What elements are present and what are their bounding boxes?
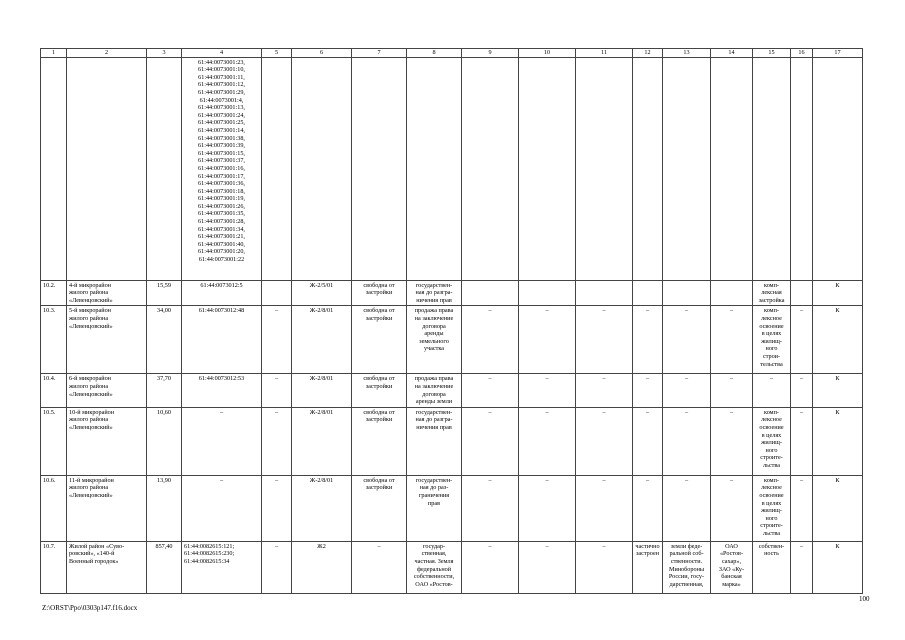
row-number: 10.3. [41, 306, 67, 374]
col-header: 5 [262, 49, 292, 58]
plot-name: 5-й микрорайон жилого района «Левенцовский» [67, 306, 147, 374]
table-cell: – [791, 541, 813, 593]
development-status: свободна от застройки [352, 475, 407, 541]
table-cell [576, 280, 633, 306]
table-row [41, 280, 863, 306]
table-cell: – [633, 475, 663, 541]
col-header: 1 [41, 49, 67, 58]
intended-use: комп- лексное освоение в целях жилищ- ного строите- льства [753, 407, 791, 475]
zone-code: Ж-2/5/01 [292, 280, 352, 306]
table-row [41, 374, 863, 407]
col-header: 3 [147, 49, 182, 58]
table-cell [576, 57, 633, 280]
row-number: 10.7. [41, 541, 67, 593]
table-cell: – [262, 374, 292, 407]
plot-area: 15,59 [147, 280, 182, 306]
table-cell [462, 280, 519, 306]
development-status: свободна от застройки [352, 374, 407, 407]
col-header: 4 [182, 49, 262, 58]
table-cell: – [262, 541, 292, 593]
row-number: 10.5. [41, 407, 67, 475]
table-cell: – [633, 374, 663, 407]
table-cell: – [711, 374, 753, 407]
row-number: 10.2. [41, 280, 67, 306]
intended-use: комп- лексное освоение в целях жилищ- ного строите- льства [753, 475, 791, 541]
table-cell [292, 57, 352, 280]
category-code: К [813, 306, 863, 374]
development-status: свободна от застройки [352, 306, 407, 374]
table-cell: – [576, 475, 633, 541]
ownership: продажа права на заключение договора аренды земли [407, 374, 462, 407]
table-cell [147, 57, 182, 280]
table-cell [262, 57, 292, 280]
cadastral-number: 61:44:0073012:5 [182, 280, 262, 306]
plot-area: 34,00 [147, 306, 182, 374]
table-cell: – [663, 374, 711, 407]
table-cell: – [519, 306, 576, 374]
cadastral-number: – [182, 407, 262, 475]
table-cell [519, 280, 576, 306]
land-plots-table [40, 48, 863, 594]
table-cell: – [663, 306, 711, 374]
table-row [41, 541, 863, 593]
table-cell: – [576, 541, 633, 593]
table-cell [407, 57, 462, 280]
intended-use: – [753, 374, 791, 407]
col-header: 15 [753, 49, 791, 58]
table-cell: – [519, 541, 576, 593]
col-header: 12 [633, 49, 663, 58]
cadastral-numbers-cell: 61:44:0073001:23, 61:44:0073001:10, 61:44:0073001:11, 61:44:0073001:12, 61:44:0073001:29, 61:44:0073001:4, 61:44:0073001:13, 61:44:0073001:24, 61:44:0073001:25, 61:44:0073001:14, 61:44:0073001:38, 61:44:0073001:39, 61:44:0073001:15, 61:44:0073001:37, 61:44:0073001:16, 61:44:0073001:17, 61:44:0073001:36, 61:44:0073001:18, 61:44:0073001:19, 61:44:0073001:26, 61:44:0073001:35, 61:44:0073001:28, 61:44:0073001:34, 61:44:0073001:21, 61:44:0073001:40, 61:44:0073001:20, 61:44:0073001:22 [182, 57, 262, 280]
table-cell [753, 57, 791, 280]
table-cell [711, 57, 753, 280]
ownership: государ- ственная, частная. Земля федеральной собственности, ОАО «Ростов- [407, 541, 462, 593]
category-code: К [813, 475, 863, 541]
table-cell: – [576, 306, 633, 374]
table-cell: – [462, 407, 519, 475]
table-cell [711, 280, 753, 306]
table-cell: – [663, 407, 711, 475]
table-cell: – [791, 306, 813, 374]
zone-code: Ж-2/8/01 [292, 475, 352, 541]
table-cell [633, 280, 663, 306]
table-cell [663, 57, 711, 280]
document-page [40, 48, 862, 594]
col-header: 6 [292, 49, 352, 58]
col-header: 8 [407, 49, 462, 58]
col-header: 13 [663, 49, 711, 58]
col-header: 9 [462, 49, 519, 58]
cadastral-number: – [182, 475, 262, 541]
development-status: свободна от застройки [352, 280, 407, 306]
col-header: 11 [576, 49, 633, 58]
table-cell: – [262, 306, 292, 374]
table-cell: – [519, 475, 576, 541]
table-cell [519, 57, 576, 280]
plot-name: 10-й микрорайон жилого района «Левенцовский» [67, 407, 147, 475]
table-cell: – [519, 407, 576, 475]
ownership: государствен- ная до раз- граничения прав [407, 475, 462, 541]
ownership: продажа права на заключение договора аренды земельного участка [407, 306, 462, 374]
table-cell [41, 57, 67, 280]
development-status: – [352, 541, 407, 593]
cadastral-number: 61:44:0073012:53 [182, 374, 262, 407]
plot-name: Жилой район «Суво- ровский», «140-й Военный городок» [67, 541, 147, 593]
table-cell: – [262, 475, 292, 541]
table-cell [813, 57, 863, 280]
table-cell [262, 280, 292, 306]
cadastral-number: 61:44:0073012:48 [182, 306, 262, 374]
col-header: 2 [67, 49, 147, 58]
table-cell [67, 57, 147, 280]
category-code: К [813, 541, 863, 593]
table-cell: – [462, 306, 519, 374]
table-cell: – [711, 475, 753, 541]
table-row [41, 475, 863, 541]
table-row [41, 306, 863, 374]
intended-use: комп- лексная застройка [753, 280, 791, 306]
continuation-row [41, 57, 863, 280]
cadastral-number: 61:44:0082615:121; 61:44:0082615:230; 61:44:0082615:34 [182, 541, 262, 593]
col-header: 7 [352, 49, 407, 58]
table-cell [462, 57, 519, 280]
row-number: 10.6. [41, 475, 67, 541]
zone-code: Ж-2/8/01 [292, 306, 352, 374]
ownership: государствен- ная до разгра- ничения прав [407, 280, 462, 306]
zone-code: Ж2 [292, 541, 352, 593]
land-owner-type: земли феде- ральной соб- ственности. Минобороны России, госу- дарственная, [663, 541, 711, 593]
development-status: свободна от застройки [352, 407, 407, 475]
table-cell: – [262, 407, 292, 475]
table-row [41, 407, 863, 475]
table-cell [663, 280, 711, 306]
land-holders: ОАО «Ростов- сахар», ЗАО «Ку- банская марка» [711, 541, 753, 593]
table-cell: – [633, 306, 663, 374]
plot-area: 857,40 [147, 541, 182, 593]
plot-name: 6-й микрорайон жилого района «Левенцовский» [67, 374, 147, 407]
plot-area: 37,70 [147, 374, 182, 407]
page-number: 100 [859, 595, 870, 603]
table-cell: – [462, 475, 519, 541]
zone-code: Ж-2/8/01 [292, 374, 352, 407]
category-code: К [813, 280, 863, 306]
table-cell: – [711, 306, 753, 374]
table-cell: – [711, 407, 753, 475]
col-header: 14 [711, 49, 753, 58]
table-cell [352, 57, 407, 280]
intended-use: комп- лексное освоение в целях жилищ- ного строи- тельства [753, 306, 791, 374]
column-number-row [41, 49, 863, 58]
category-code: К [813, 407, 863, 475]
plot-name: 11-й микрорайон жилого района «Левенцовский» [67, 475, 147, 541]
table-cell: – [663, 475, 711, 541]
table-cell: – [791, 407, 813, 475]
table-cell [791, 280, 813, 306]
row-number: 10.4. [41, 374, 67, 407]
plot-area: 13,90 [147, 475, 182, 541]
zone-code: Ж-2/8/01 [292, 407, 352, 475]
col-header: 17 [813, 49, 863, 58]
table-cell [633, 57, 663, 280]
table-cell: – [791, 374, 813, 407]
table-cell: – [462, 541, 519, 593]
table-cell: – [519, 374, 576, 407]
table-cell: – [462, 374, 519, 407]
col-header: 10 [519, 49, 576, 58]
table-cell: – [576, 374, 633, 407]
table-cell: – [791, 475, 813, 541]
table-cell [791, 57, 813, 280]
development-status-2: частично застроен [633, 541, 663, 593]
file-path: Z:\ORST\Ppo\0303p147.f16.docx [42, 604, 138, 612]
plot-name: 4-й микрорайон жилого района «Левенцовский» [67, 280, 147, 306]
category-code: К [813, 374, 863, 407]
ownership: государствен- ная до разгра- ничения прав [407, 407, 462, 475]
table-cell: – [576, 407, 633, 475]
plot-area: 10,60 [147, 407, 182, 475]
table-cell: – [633, 407, 663, 475]
intended-use: собствен- ность [753, 541, 791, 593]
col-header: 16 [791, 49, 813, 58]
